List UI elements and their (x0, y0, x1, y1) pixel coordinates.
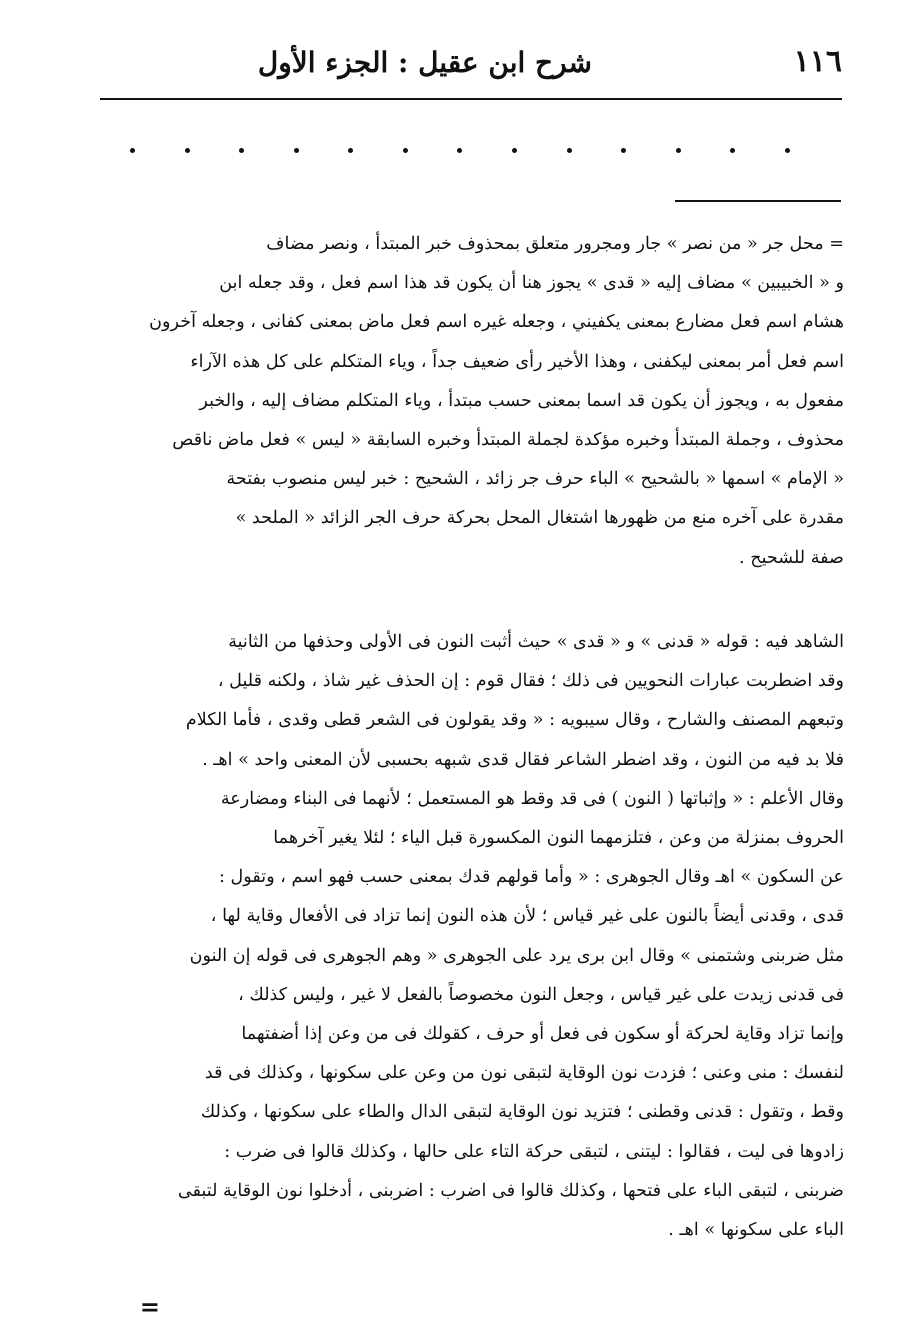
continuation-mark: = (139, 1292, 160, 1321)
commentary-line: ضربنى ، لتبقى الباء على فتحها ، وكذلك قالوا فى اضرب : اضربنى ، أدخلوا نون الوقاية لتبقى (177, 1180, 844, 1201)
commentary-line: لنفسك : منى وعنى ؛ فزدت نون الوقاية لتبقى نون من وعن على سكونها ، وكذلك فى قد (204, 1063, 844, 1084)
ellipsis-dot (348, 148, 353, 153)
ellipsis-dot (567, 148, 572, 153)
ellipsis-dot (130, 148, 135, 153)
commentary-line: وتبعهم المصنف والشارح ، وقال سيبويه : « وقد يقولون فى الشعر قطى وقدى ، فأما الكلام (185, 710, 844, 731)
ellipsis-dot (185, 148, 190, 153)
footnote-separator (675, 200, 841, 202)
commentary-line: عن السكون » اهـ وقال الجوهرى : « وأما قولهم قدك بمعنى حسب فهو اسم ، وتقول : (219, 867, 844, 888)
footnote-line: = محل جر « من نصر » جار ومجرور متعلق بمحذوف خبر المبتدأ ، ونصر مضاف (266, 234, 844, 254)
commentary-line: وإنما تزاد وقاية لحركة أو سكون فى فعل أو حرف ، كقولك فى من وعن إذا أضفتهما (241, 1024, 844, 1045)
ellipsis-dot (403, 148, 408, 153)
commentary-line: الشاهد فيه : قوله « قدنى » و « قدى » حيث أثبت النون فى الأولى وحذفها من الثانية (228, 632, 844, 652)
footnote-line: هشام اسم فعل مضارع بمعنى يكفيني ، وجعله غيره اسم فعل ماض بمعنى كفانى ، وجعله آخرون (149, 312, 844, 333)
commentary-text (114, 623, 844, 1250)
ellipsis-dots-row (130, 136, 790, 166)
ellipsis-dot (294, 148, 299, 153)
commentary-line: الحروف بمنزلة من وعن ، فتلزمهما النون المكسورة قبل الياء ؛ لئلا يغير آخرهما (273, 828, 844, 849)
footnote-line: مفعول به ، ويجوز أن يكون قد اسما بمعنى حسب مبتدأ ، وياء المتكلم مضاف إليه ، والخبر (199, 390, 844, 411)
ellipsis-dot (785, 148, 790, 153)
commentary-line: فى قدنى زيدت على غير قياس ، وجعل النون مخصوصاً بالفعل لا غير ، وليس كذلك ، (238, 984, 844, 1005)
commentary-line: وقال الأعلم : « وإثباتها ( النون ) فى قد وقط هو المستعمل ؛ لأنهما فى البناء ومضارعة (220, 788, 844, 809)
running-title: شرح ابن عقيل : الجزء الأول (257, 46, 592, 79)
commentary-line: الباء على سكونها » اهـ . (668, 1220, 844, 1241)
commentary-line: وقد اضطربت عبارات النحويين فى ذلك ؛ فقال قوم : إن الحذف غير شاذ ، ولكنه قليل ، (217, 671, 844, 692)
footnote-line: « الإمام » اسمها « بالشحيح » الباء حرف جر زائد ، الشحيح : خبر ليس منصوب بفتحة (226, 469, 844, 490)
commentary-line: زادوها فى ليت ، فقالوا : ليتنى ، لتبقى حركة التاء على حالها ، وكذلك قالوا فى ضرب : (224, 1141, 844, 1162)
page-number: ١١٦ (793, 44, 842, 79)
ellipsis-dot (676, 148, 681, 153)
footnote-line: صفة للشحيح . (739, 547, 844, 568)
footnote-line: محذوف ، وجملة المبتدأ وخبره مؤكدة لجملة المبتدأ وخبره السابقة « ليس » فعل ماض ناقص (172, 430, 844, 451)
commentary-line: قدى ، وقدنى أيضاً بالنون على غير قياس ؛ لأن هذه النون إنما تزاد فى الأفعال وقاية لها ، (210, 906, 844, 927)
ellipsis-dot (512, 148, 517, 153)
ellipsis-dot (621, 148, 626, 153)
footnote-line: اسم فعل أمر بمعنى ليكفنى ، وهذا الأخير رأى ضعيف جداً ، وياء المتكلم على كل هذه الآراء (190, 351, 844, 372)
commentary-line: مثل ضربنى وشتمنى » وقال ابن برى يرد على الجوهرى « وهم الجوهرى فى قوله إن النون (189, 945, 844, 966)
page-header (100, 38, 842, 100)
footnote-line: مقدرة على آخره منع من ظهورها اشتغال المحل بحركة حرف الجر الزائد « الملحد » (235, 508, 844, 529)
ellipsis-dot (239, 148, 244, 153)
commentary-line: فلا بد فيه من النون ، وقد اضطر الشاعر فقال قدى شبهه بحسبى لأن المعنى واحد » اهـ . (202, 749, 844, 770)
ellipsis-dot (730, 148, 735, 153)
commentary-line: وقط ، وتقول : قدنى وقطنى ؛ فتزيد نون الوقاية لتبقى الدال والطاء على سكونها ، وكذلك (200, 1102, 844, 1123)
footnote-line: و « الخبيبين » مضاف إليه « قدى » يجوز هنا أن يكون قد هذا اسم فعل ، وقد جعله ابن (219, 273, 844, 294)
footnote-text (114, 225, 844, 578)
ellipsis-dot (457, 148, 462, 153)
